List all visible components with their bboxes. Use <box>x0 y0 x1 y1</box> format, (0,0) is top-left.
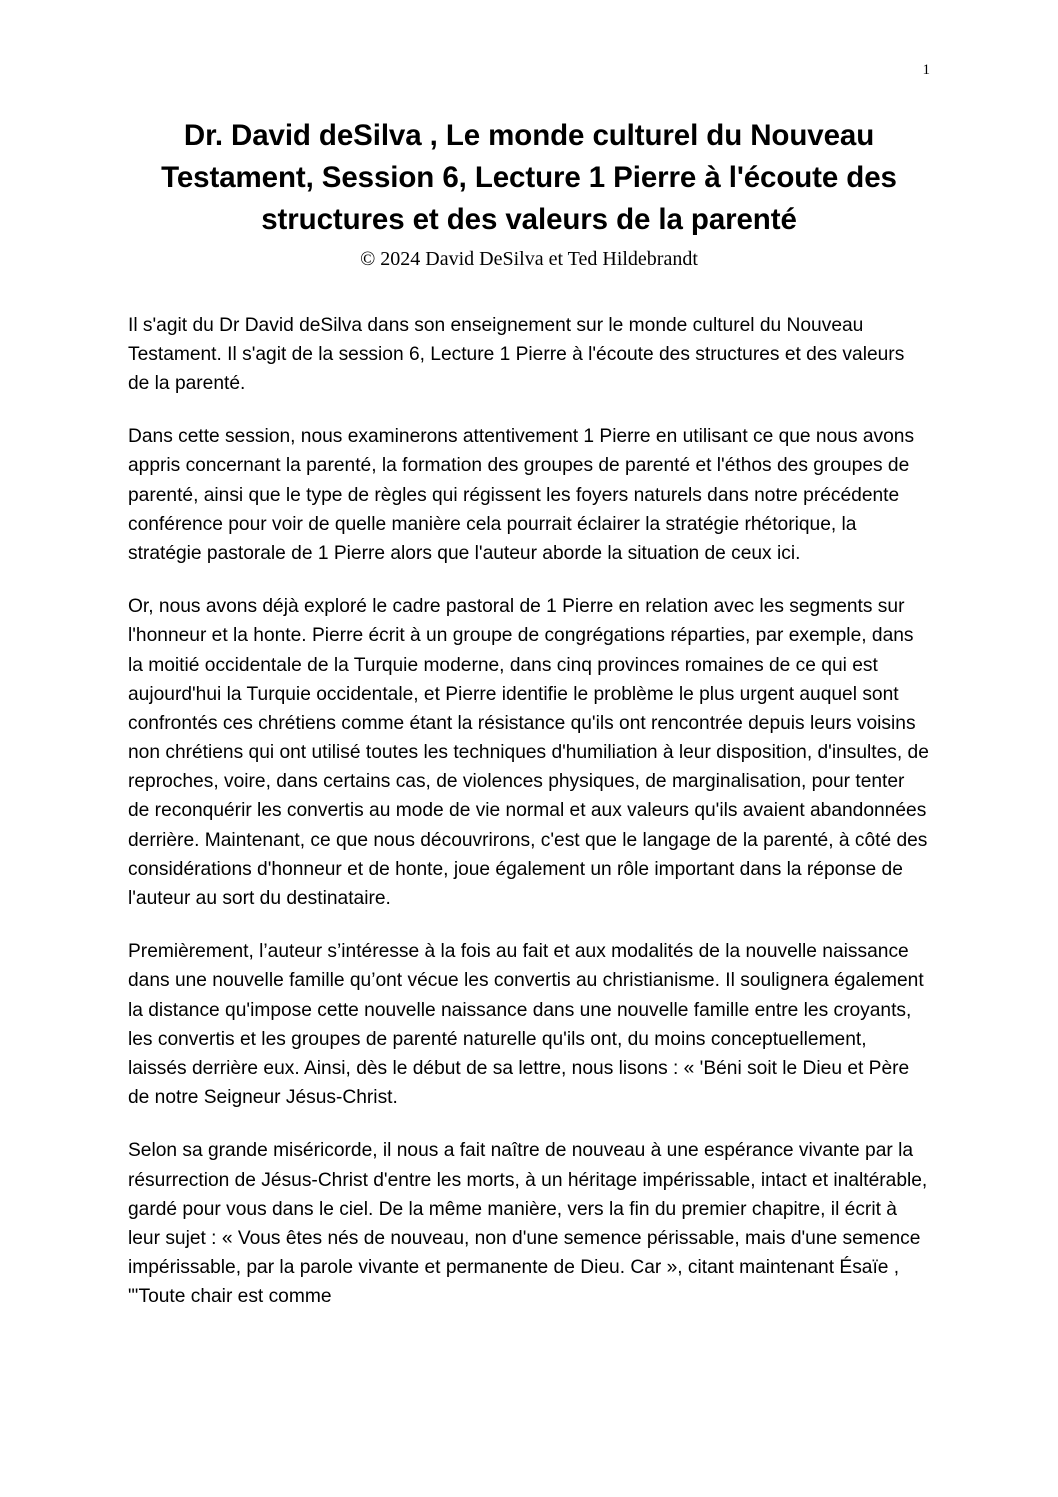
paragraph: Premièrement, l’auteur s’intéresse à la fois au fait et aux modalités de la nouvelle naissance dans une nouvelle famille qu’ont vécue les convertis au christianisme. Il soulignera également la distance qu'impose cette nouvelle naissance dans une nouvelle famille entre les croyants, les convertis et les groupes de parenté naturelle qu'ils ont, du moins conceptuellement, laissés derrière eux. Ainsi, dès le début de sa lettre, nous lisons : « 'Béni soit le Dieu et Père de notre Seigneur Jésus-Christ. <box>128 941 924 1109</box>
page-title: Dr. David deSilva , Le monde culturel du Nouveau Testament, Session 6, Lecture 1 Pierre à l'écoute des structures et des valeurs de la parenté <box>161 119 897 236</box>
paragraph: Or, nous avons déjà exploré le cadre pastoral de 1 Pierre en relation avec les segments sur l'honneur et la honte. Pierre écrit à un groupe de congrégations réparties, par exemple, dans la moitié occidentale de la Turquie moderne, dans cinq provinces romaines de ce qui est aujourd'hui la Turquie occidentale, et Pierre identifie le problème le plus urgent auquel sont confrontés ces chrétiens comme étant la résistance qu'ils ont rencontrée depuis leurs voisins non chrétiens qui ont utilisé toutes les techniques d'humiliation à leur disposition, d'insultes, de reproches, voire, dans certains cas, de violences physiques, de marginalisation, pour tenter de reconquérir les convertis au mode de vie normal et aux valeurs qu'ils avaient abandonnées derrière. Maintenant, ce que nous découvrirons, c'est que le langage de la parenté, à côté des considérations d'honneur et de honte, joue également un rôle important dans la réponse de l'auteur au sort du destinataire. <box>128 596 929 909</box>
page-number: 1 <box>922 62 930 78</box>
paragraph: Selon sa grande miséricorde, il nous a fait naître de nouveau à une espérance vivante par la résurrection de Jésus-Christ d'entre les morts, à un héritage impérissable, intact et inaltérable, gardé pour vous dans le ciel. De la même manière, vers la fin du premier chapitre, il écrit à leur sujet : « Vous êtes nés de nouveau, non d'une semence périssable, mais d'une semence impérissable, par la parole vivante et permanente de Dieu. Car », citant maintenant Ésaïe , "'Toute chair est comme <box>128 1140 928 1308</box>
paragraph: Dans cette session, nous examinerons attentivement 1 Pierre en utilisant ce que nous avons appris concernant la parenté, la formation des groupes de parenté et l'éthos des groupes de parenté, ainsi que le type de règles qui régissent les foyers naturels dans notre précédente conférence pour voir de quelle manière cela pourrait éclairer la stratégie rhétorique, la stratégie pastorale de 1 Pierre alors que l'auteur aborde la situation de ceux ici. <box>128 426 915 564</box>
paragraph: Il s'agit du Dr David deSilva dans son enseignement sur le monde culturel du Nouveau Testament. Il s'agit de la session 6, Lecture 1 Pierre à l'écoute des structures et des valeurs de la parenté. <box>128 314 905 394</box>
copyright-line: © 2024 David DeSilva et Ted Hildebrandt <box>360 247 698 270</box>
document-body <box>128 311 930 1312</box>
